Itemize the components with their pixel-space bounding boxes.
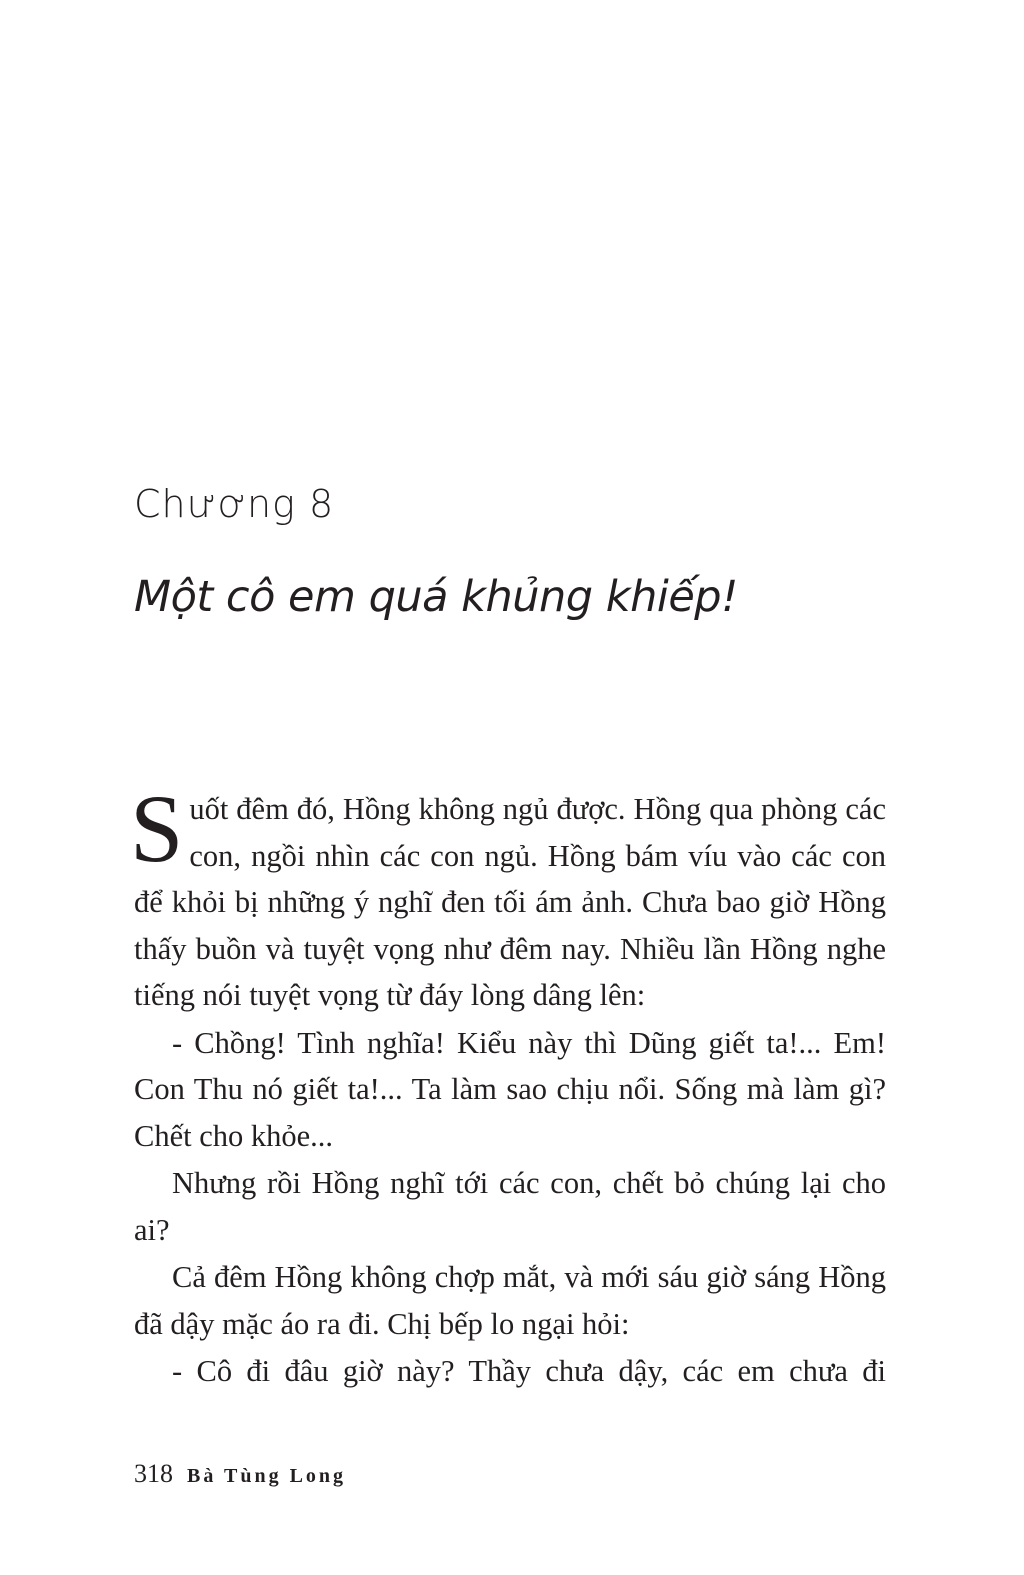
page-number: 318 — [134, 1459, 173, 1488]
page-footer — [134, 1459, 346, 1489]
author-name: Bà Tùng Long — [187, 1465, 347, 1487]
paragraph-2: - Chồng! Tình nghĩa! Kiểu này thì Dũng giết ta!... Em! Con Thu nó giết ta!... Ta làm sao chịu nổi. Sống mà làm gì? Chết cho khỏe... — [134, 1025, 886, 1153]
paragraph-1 — [130, 775, 886, 1019]
paragraph-5: - Cô đi đâu giờ này? Thầy chưa dậy, các em chưa đi — [172, 1354, 886, 1388]
chapter-label: Chương 8 — [134, 482, 335, 526]
body-text — [130, 775, 886, 1395]
drop-cap: S — [130, 775, 184, 882]
paragraph-4: Cả đêm Hồng không chợp mắt, và mới sáu giờ sáng Hồng đã dậy mặc áo ra đi. Chị bếp lo ngại hỏi: — [134, 1260, 886, 1341]
chapter-title: Một cô em quá khủng khiếp! — [134, 572, 738, 622]
paragraph-1-text: uốt đêm đó, Hồng không ngủ được. Hồng qua phòng các con, ngồi nhìn các con ngủ. Hồng bám víu vào các con để khỏi bị những ý nghĩ đen tối ám ảnh. Chưa bao giờ Hồng thấy buồn và tuyệt vọng như đêm nay. Nhiều lần Hồng nghe tiếng nói tuyệt vọng từ đáy lòng dâng lên: — [134, 792, 886, 1012]
paragraph-3: Nhưng rồi Hồng nghĩ tới các con, chết bỏ chúng lại cho ai? — [134, 1166, 886, 1247]
